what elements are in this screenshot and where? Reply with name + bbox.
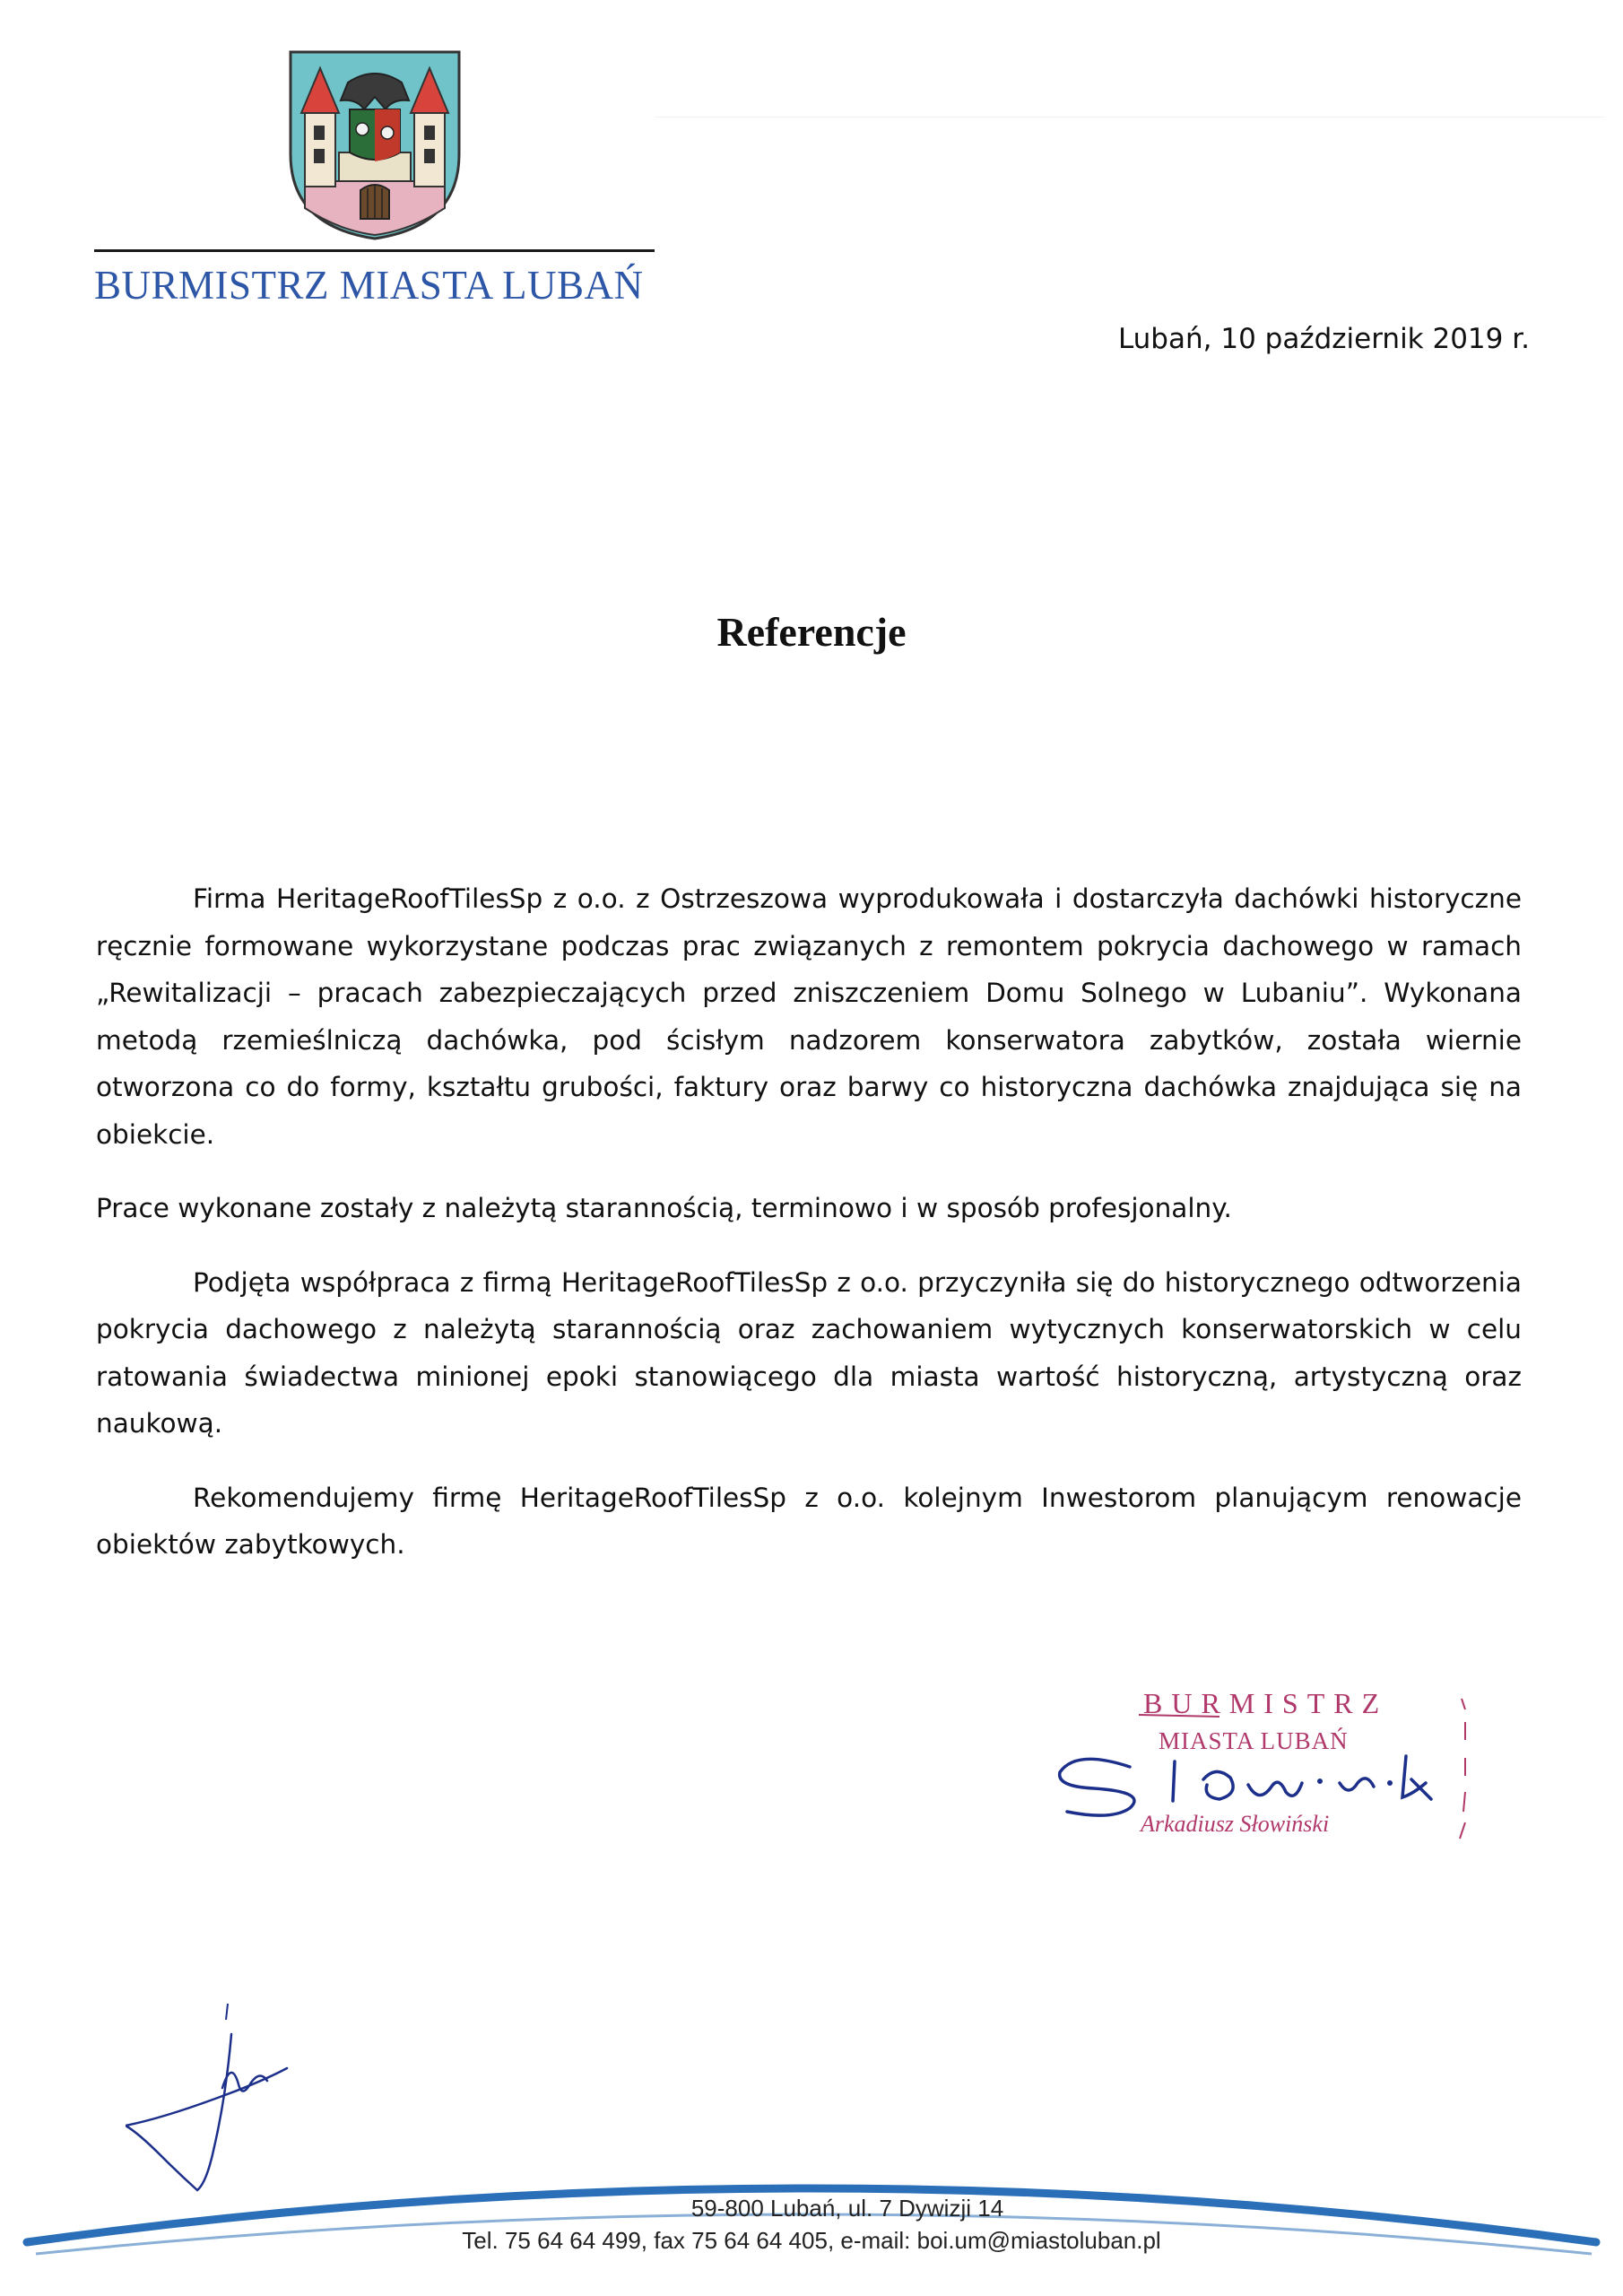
letter-footer: [0, 2192, 1623, 2257]
letterhead-rule: [94, 249, 655, 252]
stamp-name: Arkadiusz Słowiński: [1141, 1811, 1330, 1837]
stamp-title: BURMISTRZ: [1143, 1687, 1389, 1719]
paragraph: Prace wykonane zostały z należytą starannością, terminowo i w sposób profesjonalny.: [96, 1193, 1232, 1223]
official-stamp-with-signature: [1040, 1686, 1480, 1843]
stamp-subtitle: MIASTA LUBAŃ: [1159, 1727, 1349, 1754]
paragraph: Firma HeritageRoofTilesSp z o.o. z Ostrzeszowa wyprodukowała i dostarczyła dachówki historyczne ręcznie formowane wykorzystane podczas prac związanych z remontem pokrycia dachowego w ramach „Rewitalizacji – pracach zabezpieczających przed zniszczeniem Domu Solnego w Lubaniu”. Wykonana metodą rzemieślniczą dachówka, pod ścisłym nadzorem konserwatora zabytków, została wiernie otworzona co do formy, kształtu grubości, faktury oraz barwy co historyczna dachówka znajdująca się na obiekcie.: [96, 883, 1522, 1150]
paragraph: Rekomendujemy firmę HeritageRoofTilesSp z o.o. kolejnym Inwestorom planującym renowacje obiektów zabytkowych.: [96, 1482, 1522, 1560]
footer-contact: Tel. 75 64 64 499, fax 75 64 64 405, e-mail: boi.um@miastoluban.pl: [462, 2227, 1161, 2254]
letter-body: [96, 875, 1522, 1596]
paragraph: Podjęta współpraca z firmą HeritageRoofTilesSp z o.o. przyczyniła się do historycznego odtworzenia pokrycia dachowego z należytą starannością oraz zachowaniem wytycznych konserwatorskich w celu ratowania świadectwa minionej epoki stanowiącego dla miasta wartość historyczną, artystyczną oraz naukową.: [96, 1266, 1522, 1439]
date-line: Lubań, 10 październik 2019 r.: [1117, 323, 1530, 355]
footer-address: 59-800 Lubań, ul. 7 Dywizji 14: [690, 2195, 1004, 2222]
letterhead-office-name: BURMISTRZ MIASTA LUBAŃ: [94, 263, 644, 308]
city-coat-of-arms-icon: [285, 47, 464, 242]
document-title: Referencje: [716, 609, 907, 655]
